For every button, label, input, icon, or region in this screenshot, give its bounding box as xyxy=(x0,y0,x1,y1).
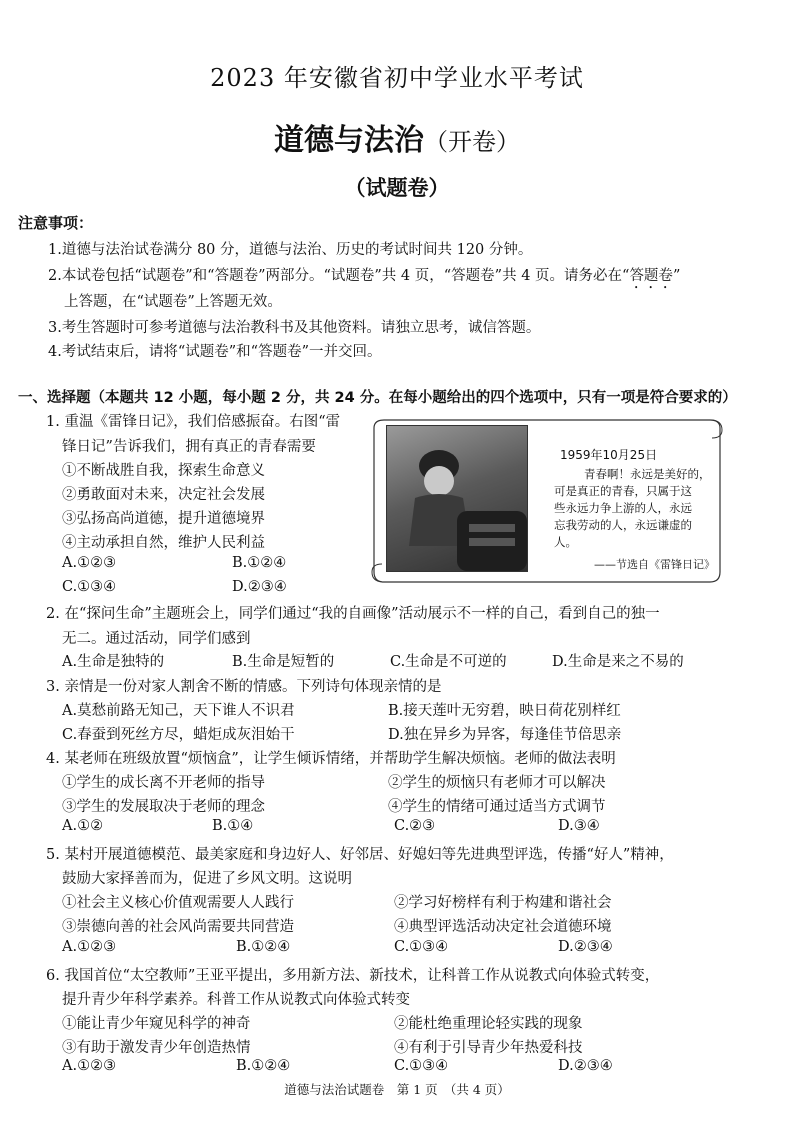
q4-statement-4: ④学生的情绪可通过适当方式调节 xyxy=(388,799,606,815)
q5-option-a: A.①②③ xyxy=(62,939,117,955)
q6-statement-1: ①能让青少年窥见科学的神奇 xyxy=(62,1016,251,1032)
q6-statement-4: ④有利于引导青少年热爱科技 xyxy=(394,1040,583,1056)
diary-source: ——节选自《雷锋日记》 xyxy=(594,558,715,571)
q6-option-c: C.①③④ xyxy=(394,1058,449,1074)
photo-illustration xyxy=(387,426,527,571)
q1-option-c: C.①③④ xyxy=(62,579,117,595)
q4-option-a: A.①② xyxy=(62,818,104,834)
q6-statement-2: ②能杜绝重理论轻实践的现象 xyxy=(394,1016,583,1032)
q5-option-b: B.①②④ xyxy=(236,939,291,955)
note-2 xyxy=(48,264,680,292)
q4-statement-2: ②学生的烦恼只有老师才可以解决 xyxy=(388,775,606,791)
lei-feng-photo xyxy=(386,425,528,572)
q2-stem-1: 2. 在“探问生命”主题班会上，同学们通过“我的自画像”活动展示不一样的自己，看到自己的独一 xyxy=(46,606,660,622)
q6-option-b: B.①②④ xyxy=(236,1058,291,1074)
diary-line-3: 些永远力争上游的人，永远 xyxy=(554,501,692,515)
q4-option-d: D.③④ xyxy=(558,818,600,834)
q2-stem-2: 无二。通过活动，同学们感到 xyxy=(62,631,251,647)
q1-option-b: B.①②④ xyxy=(232,555,287,571)
q1-statement-1: ①不断战胜自我，探索生命意义 xyxy=(62,463,265,479)
diary-date: 1959年10月25日 xyxy=(560,448,658,462)
note-2-text: 2.本试卷包括“试题卷”和“答题卷”两部分。“试题卷”共 4 页，“答题卷”共 4 页。请务必在“ xyxy=(48,268,630,284)
q6-stem-2: 提升青少年科学素养。科普工作从说教式向体验式转变 xyxy=(62,992,410,1008)
q2-option-c: C.生命是不可逆的 xyxy=(390,654,507,670)
q3-option-a: A.莫愁前路无知己，天下谁人不识君 xyxy=(62,703,295,719)
q4-stem: 4. 某老师在班级放置“烦恼盒”，让学生倾诉情绪，并帮助学生解决烦恼。老师的做法表明 xyxy=(46,751,616,767)
note-2-cont: 上答题，在“试题卷”上答题无效。 xyxy=(64,294,282,310)
subject-name: 道德与法治 xyxy=(274,123,424,158)
q6-option-d: D.②③④ xyxy=(558,1058,613,1074)
note-2-close: ” xyxy=(672,268,681,284)
q1-option-d: D.②③④ xyxy=(232,579,287,595)
q6-option-a: A.①②③ xyxy=(62,1058,117,1074)
q4-statement-3: ③学生的发展取决于老师的理念 xyxy=(62,799,265,815)
q1-option-a: A.①②③ xyxy=(62,555,117,571)
q1-statement-3: ③弘扬高尚道德，提升道德境界 xyxy=(62,511,265,527)
section-title: 一、选择题（本题共 12 小题，每小题 2 分，共 24 分。在每小题给出的四个选项中，只有一项是符合要求的） xyxy=(18,390,737,406)
note-3: 3.考生答题时可参考道德与法治教科书及其他资料。请独立思考，诚信答题。 xyxy=(48,320,541,336)
note-1: 1.道德与法治试卷满分 80 分，道德与法治、历史的考试时间共 120 分钟。 xyxy=(48,242,533,258)
q3-option-d: D.独在异乡为异客，每逢佳节倍思亲 xyxy=(388,727,622,743)
paper-label: （试题卷） xyxy=(344,175,450,200)
q2-option-d: D.生命是来之不易的 xyxy=(552,654,684,670)
note-4: 4.考试结束后，请将“试题卷”和“答题卷”一并交回。 xyxy=(48,344,382,360)
q5-statement-1: ①社会主义核心价值观需要人人践行 xyxy=(62,895,294,911)
q5-statement-3: ③崇德向善的社会风尚需要共同营造 xyxy=(62,919,294,935)
q5-stem-1: 5. 某村开展道德模范、最美家庭和身边好人、好邻居、好媳妇等先进典型评选，传播“好人”精神， xyxy=(46,847,674,863)
q6-statement-3: ③有助于激发青少年创造热情 xyxy=(62,1040,251,1056)
diary-line-5: 人。 xyxy=(554,535,577,549)
diary-line-4: 忘我劳动的人，永远谦虚的 xyxy=(554,518,692,532)
q1-statement-4: ④主动承担自然，维护人民利益 xyxy=(62,535,265,551)
subject-suffix: （开卷） xyxy=(424,128,520,156)
note-2-emphasis: 答题卷 xyxy=(629,268,673,284)
q1-stem-1: 1. 重温《雷锋日记》，我们倍感振奋。右图“雷 xyxy=(46,414,341,430)
q5-stem-2: 鼓励大家择善而为，促进了乡风文明。这说明 xyxy=(62,871,352,887)
q3-stem: 3. 亲情是一份对家人割舍不断的情感。下列诗句体现亲情的是 xyxy=(46,679,442,695)
q5-statement-2: ②学习好榜样有利于构建和谐社会 xyxy=(394,895,612,911)
diary-line-1: 青春啊！永远是美好的， xyxy=(584,467,711,481)
q3-option-b: B.接天莲叶无穷碧，映日荷花别样红 xyxy=(388,703,621,719)
page-footer: 道德与法治试题卷 第 1 页 （共 4 页） xyxy=(284,1082,510,1097)
q4-option-c: C.②③ xyxy=(394,818,436,834)
q1-statement-2: ②勇敢面对未来，决定社会发展 xyxy=(62,487,265,503)
q5-option-d: D.②③④ xyxy=(558,939,613,955)
q3-option-c: C.春蚕到死丝方尽，蜡炬成灰泪始干 xyxy=(62,727,295,743)
q1-stem-2: 锋日记”告诉我们，拥有真正的青春需要 xyxy=(62,439,316,455)
q4-option-b: B.①④ xyxy=(212,818,254,834)
subject-title xyxy=(0,115,794,159)
q6-stem-1: 6. 我国首位“太空教师”王亚平提出，多用新方法、新技术，让科普工作从说教式向体验式转变， xyxy=(46,968,660,984)
q5-statement-4: ④典型评选活动决定社会道德环境 xyxy=(394,919,612,935)
q5-option-c: C.①③④ xyxy=(394,939,449,955)
notes-title: 注意事项： xyxy=(18,214,94,232)
exam-title: 2023 年安徽省初中学业水平考试 xyxy=(210,64,584,92)
q2-option-a: A.生命是独特的 xyxy=(62,654,165,670)
diary-line-2: 可是真正的青春，只属于这 xyxy=(554,484,692,498)
q4-statement-1: ①学生的成长离不开老师的指导 xyxy=(62,775,265,791)
q2-option-b: B.生命是短暂的 xyxy=(232,654,335,670)
